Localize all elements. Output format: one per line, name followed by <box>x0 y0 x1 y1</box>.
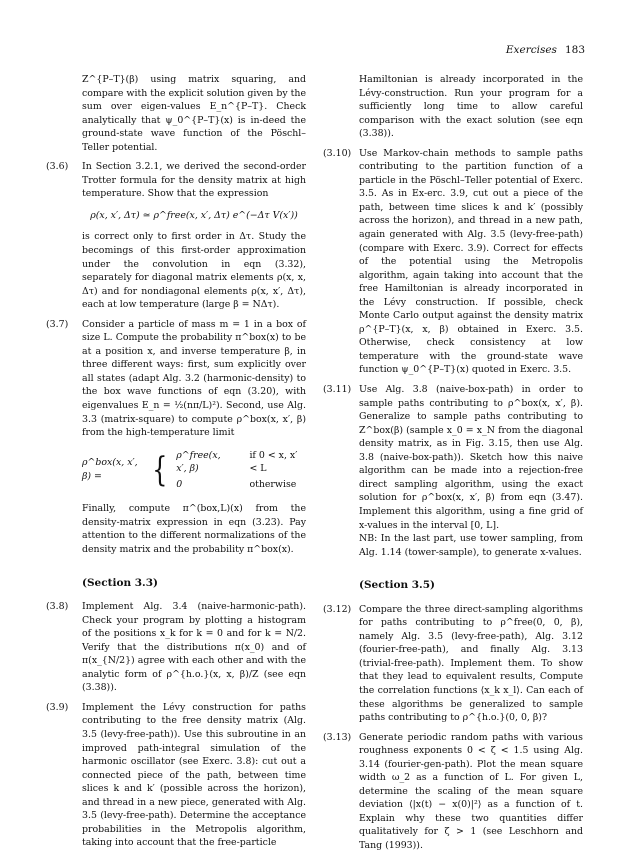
right-column <box>323 73 583 853</box>
equation-lhs: ρ^box(x, x′, β) = <box>82 457 138 482</box>
exercise-text: Use Alg. 3.8 (naive-box-path) in order to sample paths contributing to ρ^box(x, x′, β). Generalize to sample paths contributing to Z^box(β) (sample x_0 = x_N from the diagonal density matrix, as in Fig. 3.15, then use Alg. 3.8 (naive-box-path)). Sketch how this naive algorithm can be made into a rejection-free direct sampling algorithm, using the exact solution for ρ^box(x, x′, β) from eqn (3.47). Implement this algorithm, using a fine grid of x-values in the interval [0, L]. <box>359 384 583 531</box>
running-head-title: Exercises <box>505 44 557 56</box>
exercise-3-12 <box>323 603 583 725</box>
exercise-text: Implement the Lévy construction for paths contributing to the free density matrix (Alg. 3.5 (levy-free-path)). Use this subroutine in an improved path-integral simulation of the harmonic oscillator (see Exerc. 3.8): cut out a connected piece of the path, between time slices k and k′ (possible across the horizon), and thread in a new piece, generated with Alg. 3.5 (levy-free-path). Determine the acceptance probabilities in the Metropolis algorithm, taking into account that the free-particle <box>82 701 306 849</box>
running-head <box>506 44 585 56</box>
exercise-tag: (3.12) <box>323 603 352 615</box>
exercise-3-11 <box>323 383 583 559</box>
exercise-3-6 <box>46 160 306 201</box>
exercise-text: is correct only to first order in Δτ. Study the becomings of this first-order approximation under the convolution in eqn (3.32), separately for diagonal matrix elements ρ(x, x, Δτ) and for nondiagonal elements ρ(x, x′, Δτ), each at low temperature (large β = NΔτ). <box>82 231 306 311</box>
trotter-equation: ρ(x, x′, Δτ) ≃ ρ^free(x, x′, Δτ) e^(−Δτ V(x′)) <box>90 209 298 221</box>
exercise-tag: (3.7) <box>46 318 69 330</box>
exercise-text: Compare the three direct-sampling algorithms for paths contributing to ρ^free(0, 0, β), namely Alg. 3.5 (levy-free-path), Alg. 3.12 (fourier-free-path), and finally Alg. 3.13 (trivial-free-path). Implement them. To show that they lead to equivalent results, Compute the correlation functions ⟨x_k x_l⟩. Can each of these algorithms be generalized to sample paths contributing to ρ^{h.o.}(0, 0, β)? <box>359 603 583 724</box>
exercise-tag: (3.11) <box>323 384 352 396</box>
exercise-text: Use Markov-chain methods to sample paths contributing to the partition function of a particle in the Pöschl–Teller potential of Exerc. 3.5. As in Ex-erc. 3.9, cut out a piece of the path, between time slices k and k′ (possibly across the horizon), and thread in a new path, again generated with Alg. 3.5 (levy-free-path) (compare with Exerc. 3.9). Correct for effects of the potential using the Metropolis algorithm, again taking into account that the free Hamiltonian is already incorporated in the Lévy construction. If possible, check Monte Carlo output against the density matrix ρ^{P–T}(x, x, β) obtained in Exerc. 3.5. Otherwise, check consistency at low temperature with the ground-state wave function ψ_0^{P–T}(x) quoted in Exerc. 3.5. <box>359 147 583 376</box>
exercise-text: In Section 3.2.1, we derived the second-order Trotter formula for the density matrix at high temperature. Show that the expression <box>82 161 306 200</box>
section-heading: (Section 3.5) <box>359 579 435 592</box>
exercise-3-5-continuation: Z^{P–T}(β) using matrix squaring, and compare with the explicit solution given by the sum over eigen-values E_n^{P–T}. Check analytically that ψ_0^{P–T}(x) is in-deed the ground-state wave function of the Pöschl–Teller potential. <box>82 74 306 153</box>
exercise-3-10 <box>323 147 583 377</box>
section-heading: (Section 3.3) <box>82 576 158 589</box>
exercise-tag: (3.13) <box>323 731 352 743</box>
exercise-3-7 <box>46 318 306 440</box>
exercise-text: Consider a particle of mass m = 1 in a box of size L. Compute the probability π^box(x) to be at a position x, and inverse temperature β, in three different ways: first, sum explicitly over all states (adapt Alg. 3.2 (harmonic-density) to the box wave functions of eqn (3.20), with eigenvalues E_n = ½(nπ/L)²). Second, use Alg. 3.3 (matrix-square) to compute ρ^box(x, x′, β) from the high-temperature limit <box>82 318 306 439</box>
exercise-3-13 <box>323 731 583 853</box>
exercise-tag: (3.9) <box>46 701 69 713</box>
left-brace: { <box>151 449 168 490</box>
exercise-tag: (3.6) <box>46 161 69 173</box>
case-2-expression: 0 <box>176 478 183 490</box>
exercise-note: NB: In the last part, use tower sampling, from Alg. 1.14 (tower-sample), to generate x-values. <box>359 533 583 558</box>
exercise-text: Finally, compute π^(box,L)(x) from the density-matrix expression in eqn (3.23). Pay attention to the different normalizations of the density matrix and the probability π^box(x). <box>82 503 306 555</box>
case-1-condition: if 0 < x, x′ < L <box>249 449 298 475</box>
box-density-equation <box>82 448 306 493</box>
case-table <box>172 448 306 493</box>
case-2-condition: otherwise <box>249 478 297 490</box>
exercise-3-9 <box>46 701 306 850</box>
case-1-expression: ρ^free(x, x′, β) <box>176 449 221 475</box>
exercise-tag: (3.8) <box>46 601 69 613</box>
exercise-3-8 <box>46 600 306 695</box>
exercise-tag: (3.10) <box>323 147 352 159</box>
exercise-3-9-continuation: Hamiltonian is already incorporated in the Lévy-construction. Run your program for a sufficiently long time to allow careful comparison with the exact solution (see eqn (3.38)). <box>359 74 583 140</box>
exercise-text: Generate periodic random paths with various roughness exponents 0 < ζ < 1.5 using Alg. 3.14 (fourier-gen-path). Plot the mean square width ω_2 as a function of L. For given L, determine the scaling of the mean square deviation ⟨|x(t) − x(0)|²⟩ as a function of t. Explain why these two quantities differ qualitatively for ζ > 1 (see Leschhorn and Tang (1993)). <box>359 731 583 851</box>
left-column <box>46 73 306 850</box>
page-number: 183 <box>564 44 585 56</box>
exercise-text: Implement Alg. 3.4 (naive-harmonic-path). Check your program by plotting a histogram of the positions x_k for k = 0 and for k = N/2. Verify that the distributions π(x_0) and of π(x_{N/2}) agree with each other and with the analytic form of ρ^{h.o.}(x, x, β)/Z (see eqn (3.38)). <box>82 601 306 694</box>
